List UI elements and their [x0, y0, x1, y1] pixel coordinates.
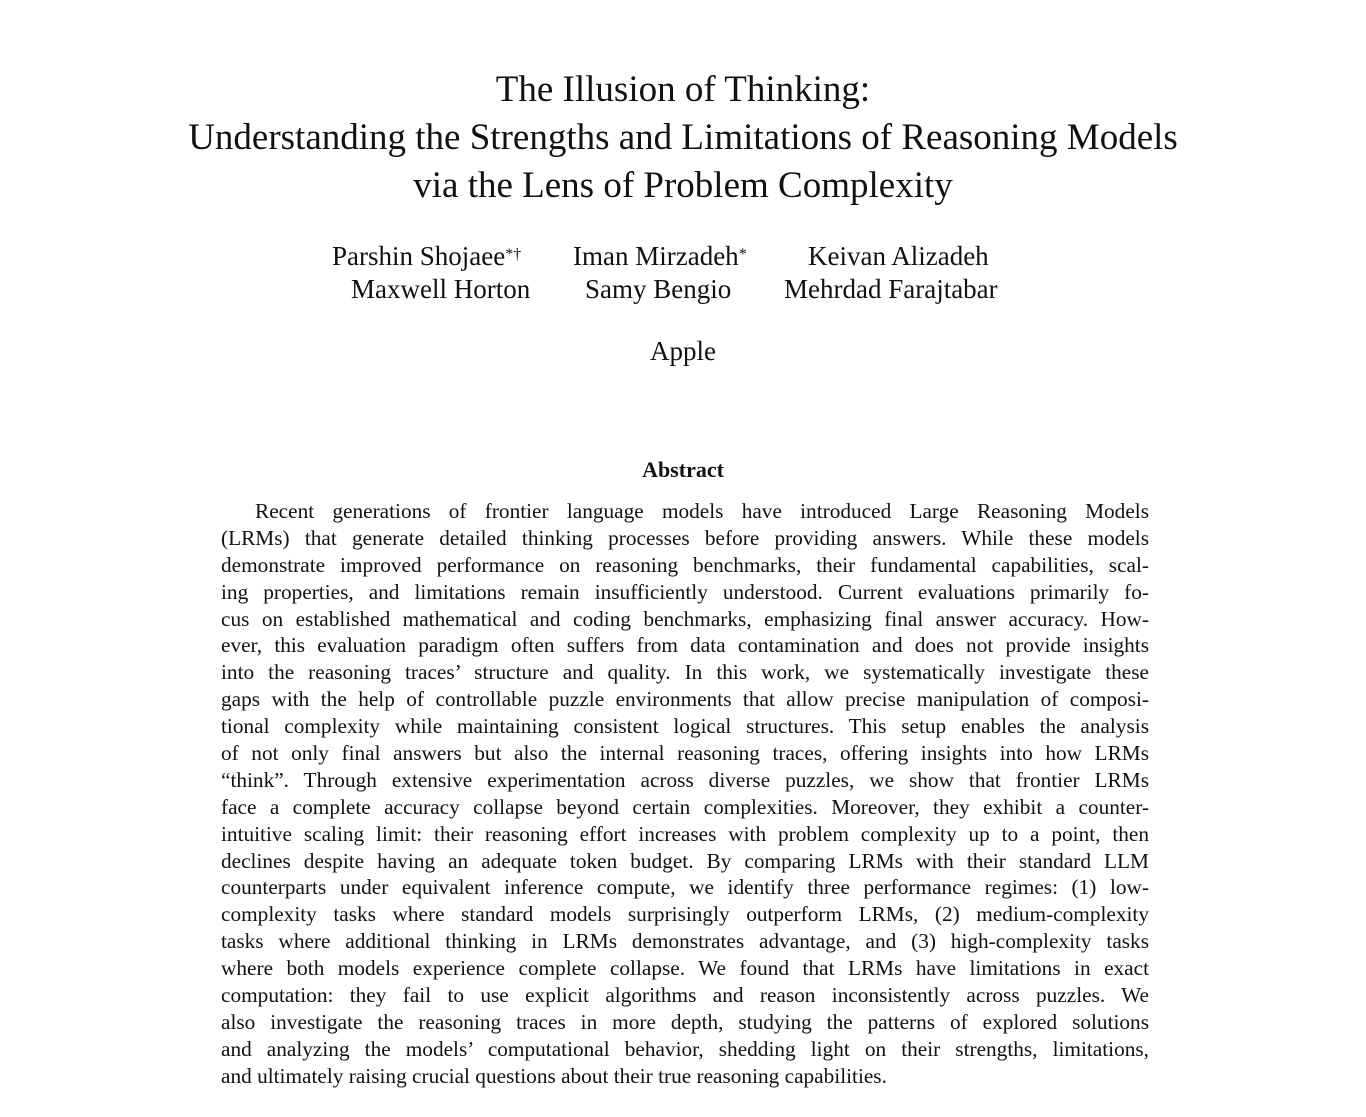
abstract-line: “think”. Through extensive experimentation across diverse puzzles, we show that frontier LRMs	[221, 767, 1149, 792]
abstract-line: counterparts under equivalent inference compute, we identify three performance regimes: (1) low-	[221, 875, 1149, 900]
author-3	[808, 240, 989, 273]
author-name: Maxwell Horton	[351, 274, 531, 304]
abstract-line: ever, this evaluation paradigm often suffers from data contamination and does not provide insights	[221, 633, 1149, 658]
abstract-line: also investigate the reasoning traces in more depth, studying the patterns of explored solutions	[221, 1009, 1149, 1034]
author-2	[573, 240, 747, 273]
abstract-heading: Abstract	[642, 457, 724, 482]
abstract-line: and ultimately raising crucial questions about their true reasoning capabilities.	[221, 1063, 887, 1088]
author-name: Parshin Shojaee	[332, 241, 506, 271]
abstract-line: computation: they fail to use explicit algorithms and reason inconsistently across puzzles. We	[221, 983, 1149, 1008]
abstract-line: Recent generations of frontier language models have introduced Large Reasoning Models	[255, 499, 1149, 523]
author-1	[332, 240, 521, 273]
abstract-line: into the reasoning traces’ structure and quality. In this work, we systematically investigate these	[221, 660, 1149, 685]
abstract-line: cus on established mathematical and coding benchmarks, emphasizing final answer accuracy. How-	[221, 606, 1149, 631]
author-name: Samy Bengio	[585, 274, 732, 304]
paper-title	[0, 66, 1366, 210]
author-6	[784, 273, 998, 306]
author-5	[585, 273, 731, 306]
abstract-line: ing properties, and limitations remain insufficiently understood. Current evaluations primarily fo-	[221, 579, 1149, 604]
abstract-line: intuitive scaling limit: their reasoning effort increases with problem complexity up to a point, then	[221, 821, 1149, 846]
abstract-line: face a complete accuracy collapse beyond certain complexities. Moreover, they exhibit a counter-	[221, 794, 1149, 819]
abstract-line: where both models experience complete collapse. We found that LRMs have limitations in exact	[221, 956, 1149, 981]
abstract-line: demonstrate improved performance on reasoning benchmarks, their fundamental capabilities, scal-	[221, 552, 1149, 577]
author-row-1	[0, 240, 1366, 273]
title-line-1: The Illusion of Thinking:	[495, 69, 871, 110]
author-list	[0, 240, 1366, 306]
abstract-line: and analyzing the models’ computational behavior, shedding light on their strengths, limitations,	[221, 1036, 1149, 1061]
author-row-2	[0, 273, 1366, 306]
abstract-line: tasks where additional thinking in LRMs demonstrates advantage, and (3) high-complexity tasks	[221, 929, 1149, 954]
author-name: Keivan Alizadeh	[808, 241, 989, 271]
abstract-line: gaps with the help of controllable puzzle environments that allow precise manipulation of composi-	[221, 687, 1149, 712]
affiliation: Apple	[650, 336, 716, 366]
abstract-line: complexity tasks where standard models surprisingly outperform LRMs, (2) medium-complexity	[221, 902, 1149, 927]
abstract-line: of not only final answers but also the internal reasoning traces, offering insights into how LRMs	[221, 741, 1149, 766]
title-line-2: Understanding the Strengths and Limitations of Reasoning Models	[188, 117, 1178, 158]
abstract-text	[221, 498, 1149, 1090]
abstract-line: declines despite having an adequate token budget. By comparing LRMs with their standard LLM	[221, 848, 1149, 873]
abstract-line: tional complexity while maintaining consistent logical structures. This setup enables the analysis	[221, 714, 1149, 739]
author-4	[351, 273, 530, 306]
abstract-line: (LRMs) that generate detailed thinking processes before providing answers. While these models	[221, 525, 1149, 550]
author-name: Mehrdad Farajtabar	[784, 274, 998, 304]
title-line-3: via the Lens of Problem Complexity	[413, 165, 953, 206]
author-mark: *†	[505, 246, 522, 263]
author-name: Iman Mirzadeh	[573, 241, 739, 271]
author-mark: *	[738, 246, 747, 263]
